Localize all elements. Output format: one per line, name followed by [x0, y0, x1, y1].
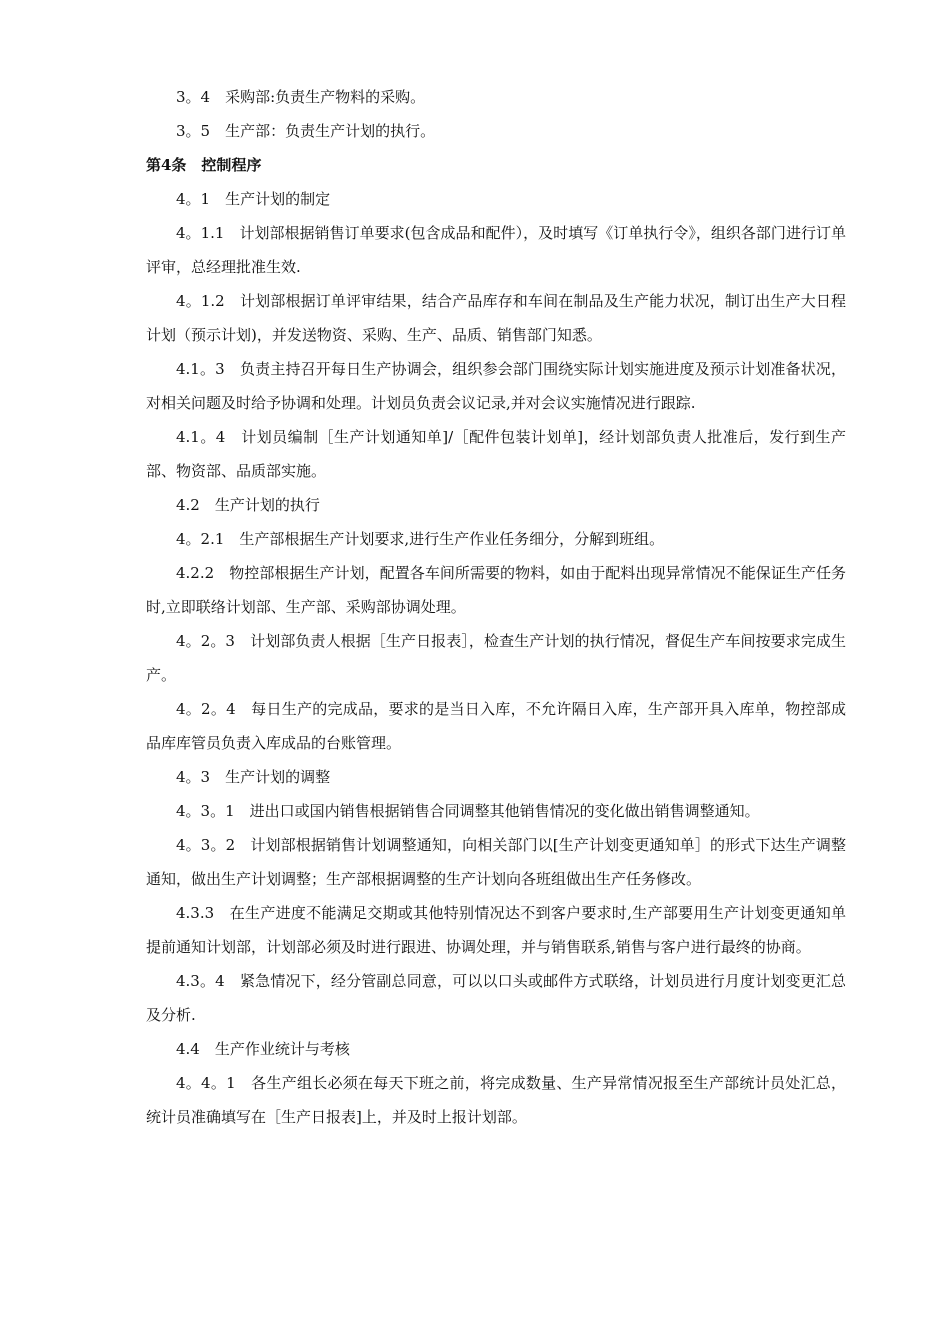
paragraph-3-4: 3。4 采购部:负责生产物料的采购。	[176, 88, 426, 106]
paragraph-4-3-3: 4.3.3 在生产进度不能满足交期或其他特别情况达不到客户要求时,生产部要用生产计划变更通知单提前通知计划部，计划部必须及时进行跟进、协调处理，并与销售联系,销售与客户进行最终的协商。	[146, 904, 846, 956]
section-heading-article-4: 第4条 控制程序	[146, 156, 262, 174]
paragraph-4-1-4: 4.1。4 计划员编制［生产计划通知单]/［配件包装计划单]，经计划部负责人批准后，发行到生产部、物资部、品质部实施。	[146, 428, 846, 480]
document-body	[146, 80, 846, 1134]
paragraph-4-2-3: 4。2。3 计划部负责人根据［生产日报表］，检查生产计划的执行情况，督促生产车间按要求完成生产。	[146, 632, 846, 684]
paragraph-4-1-3: 4.1。3 负责主持召开每日生产协调会，组织参会部门围绕实际计划实施进度及预示计划准备状况，对相关问题及时给予协调和处理。计划员负责会议记录,并对会议实施情况进行跟踪.	[146, 360, 846, 412]
paragraph-4-2-1: 4。2.1 生产部根据生产计划要求,进行生产作业任务细分，分解到班组。	[176, 530, 665, 548]
paragraph-4-3-1: 4。3。1 进出口或国内销售根据销售合同调整其他销售情况的变化做出销售调整通知。	[176, 802, 760, 820]
subheading-4-4: 4.4 生产作业统计与考核	[176, 1040, 350, 1058]
paragraph-4-4-1: 4。4。1 各生产组长必须在每天下班之前，将完成数量、生产异常情况报至生产部统计员处汇总，统计员准确填写在［生产日报表]上，并及时上报计划部。	[146, 1074, 846, 1126]
subheading-4-3: 4。3 生产计划的调整	[176, 768, 331, 786]
paragraph-3-5: 3。5 生产部：负责生产计划的执行。	[176, 122, 436, 140]
paragraph-4-1-1: 4。1.1 计划部根据销售订单要求(包含成品和配件），及时填写《订单执行令》，组织各部门进行订单评审，总经理批准生效.	[146, 224, 846, 276]
paragraph-4-2-2: 4.2.2 物控部根据生产计划，配置各车间所需要的物料，如由于配料出现异常情况不能保证生产任务时,立即联络计划部、生产部、采购部协调处理。	[146, 564, 846, 616]
paragraph-4-3-2: 4。3。2 计划部根据销售计划调整通知，向相关部门以[生产计划变更通知单］的形式下达生产调整通知，做出生产计划调整；生产部根据调整的生产计划向各班组做出生产任务修改。	[146, 836, 846, 888]
paragraph-4-2-4: 4。2。4 每日生产的完成品，要求的是当日入库，不允许隔日入库，生产部开具入库单，物控部成品库库管员负责入库成品的台账管理。	[146, 700, 846, 752]
subheading-4-1: 4。1 生产计划的制定	[176, 190, 331, 208]
subheading-4-2: 4.2 生产计划的执行	[176, 496, 320, 514]
paragraph-4-1-2: 4。1.2 计划部根据订单评审结果，结合产品库存和车间在制品及生产能力状况，制订出生产大日程计划（预示计划)，并发送物资、采购、生产、品质、销售部门知悉。	[146, 292, 846, 344]
paragraph-4-3-4: 4.3。4 紧急情况下，经分管副总同意，可以以口头或邮件方式联络，计划员进行月度计划变更汇总及分析.	[146, 972, 846, 1024]
